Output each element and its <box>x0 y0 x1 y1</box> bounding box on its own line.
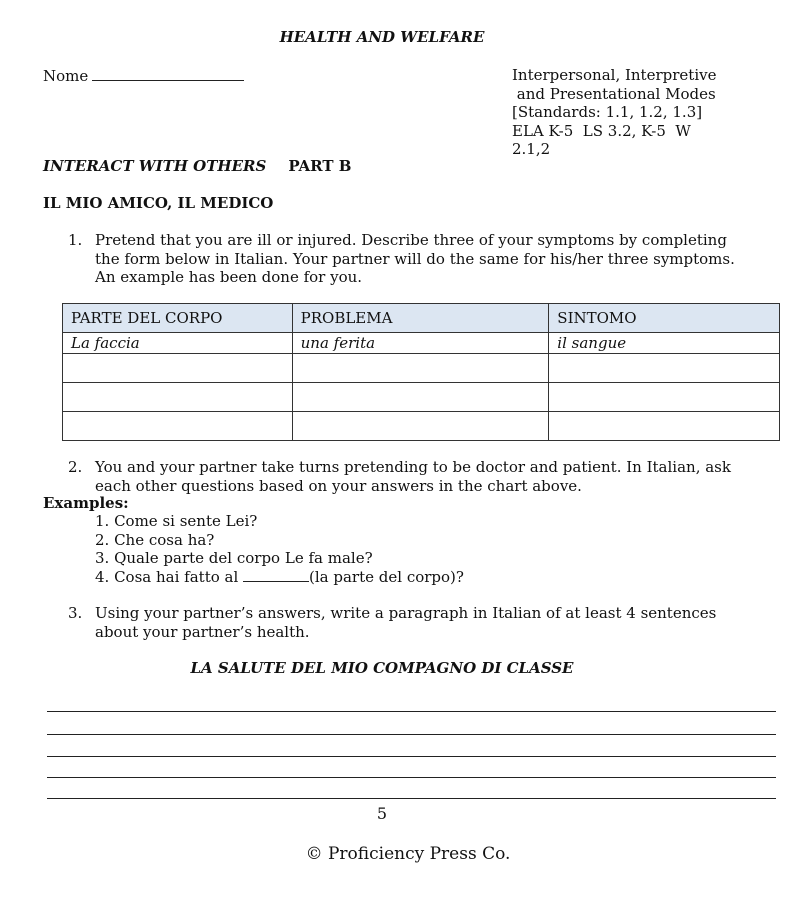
modes-line: Interpersonal, Interpretive <box>512 66 717 84</box>
table-blank-cell[interactable] <box>549 383 780 412</box>
table-header-row <box>63 304 780 333</box>
table-blank-cell[interactable] <box>292 412 549 441</box>
table-row <box>63 412 780 441</box>
symptoms-table <box>62 303 780 441</box>
example-text: 4. Cosa hai fatto al <box>95 567 244 586</box>
examples-label: Examples: <box>43 494 129 512</box>
paragraph-title: LA SALUTE DEL MIO COMPAGNO DI CLASSE <box>190 659 574 677</box>
example-text: (la parte del corpo)? <box>309 567 464 586</box>
question-text: You and your partner take turns pretending to be doctor and patient. In Italian, ask each other questions based on your answers in the chart above. <box>95 458 731 495</box>
table-blank-cell[interactable] <box>63 383 293 412</box>
table-row <box>63 354 780 383</box>
table-blank-cell[interactable] <box>292 383 549 412</box>
table-blank-cell[interactable] <box>549 354 780 383</box>
page-title: HEALTH AND WELFARE <box>279 28 485 46</box>
question-number: 1. <box>68 231 83 249</box>
modes-line: ELA K-5 LS 3.2, K-5 W <box>512 121 691 140</box>
table-header-cell: SINTOMO <box>549 304 780 333</box>
example-item: 1. Come si sente Lei? <box>95 512 258 530</box>
modes-line: and Presentational Modes <box>512 84 716 103</box>
table-header-cell: PROBLEMA <box>292 304 549 333</box>
table-row <box>63 383 780 412</box>
name-field <box>43 66 244 85</box>
page-number: 5 <box>376 804 388 823</box>
table-cell: La faccia <box>63 333 293 354</box>
writing-line[interactable] <box>47 711 776 712</box>
question-text: Pretend that you are ill or injured. Describe three of your symptoms by completing the form below in Italian. Your partner will do the same for his/her three symptoms. An example has been done for you. <box>95 231 735 286</box>
table-blank-cell[interactable] <box>63 354 293 383</box>
example-item: 3. Quale parte del corpo Le fa male? <box>95 549 373 567</box>
question-text: Using your partner’s answers, write a paragraph in Italian of at least 4 sentences about your partner’s health. <box>95 604 717 641</box>
modes-line: [Standards: 1.1, 1.2, 1.3] <box>512 103 703 121</box>
table-blank-cell[interactable] <box>63 412 293 441</box>
writing-line[interactable] <box>47 734 776 735</box>
table-cell: il sangue <box>549 333 780 354</box>
question-number: 2. <box>68 458 83 476</box>
section-interact: INTERACT WITH OTHERS <box>43 157 267 175</box>
copyright-notice: © Proficiency Press Co. <box>305 844 511 864</box>
question-number: 3. <box>68 604 83 622</box>
name-blank-line[interactable] <box>92 66 244 81</box>
question-3 <box>68 604 748 641</box>
examples-list <box>95 512 464 586</box>
fill-in-blank[interactable] <box>243 568 309 582</box>
writing-line[interactable] <box>47 798 776 799</box>
example-item <box>95 568 464 587</box>
modes-line: 2.1,2 <box>512 140 551 158</box>
table-blank-cell[interactable] <box>292 354 549 383</box>
question-2 <box>68 458 748 495</box>
subheading: IL MIO AMICO, IL MEDICO <box>43 194 274 212</box>
table-header-cell: PARTE DEL CORPO <box>63 304 293 333</box>
modes-standards-block <box>512 66 772 159</box>
section-part: PART B <box>288 157 352 175</box>
section-heading <box>43 157 351 175</box>
example-item: 2. Che cosa ha? <box>95 530 215 549</box>
table-blank-cell[interactable] <box>549 412 780 441</box>
writing-line[interactable] <box>47 777 776 778</box>
question-1 <box>68 231 748 287</box>
writing-line[interactable] <box>47 756 776 757</box>
name-label: Nome <box>43 67 89 85</box>
table-example-row <box>63 333 780 354</box>
table-cell: una ferita <box>292 333 549 354</box>
